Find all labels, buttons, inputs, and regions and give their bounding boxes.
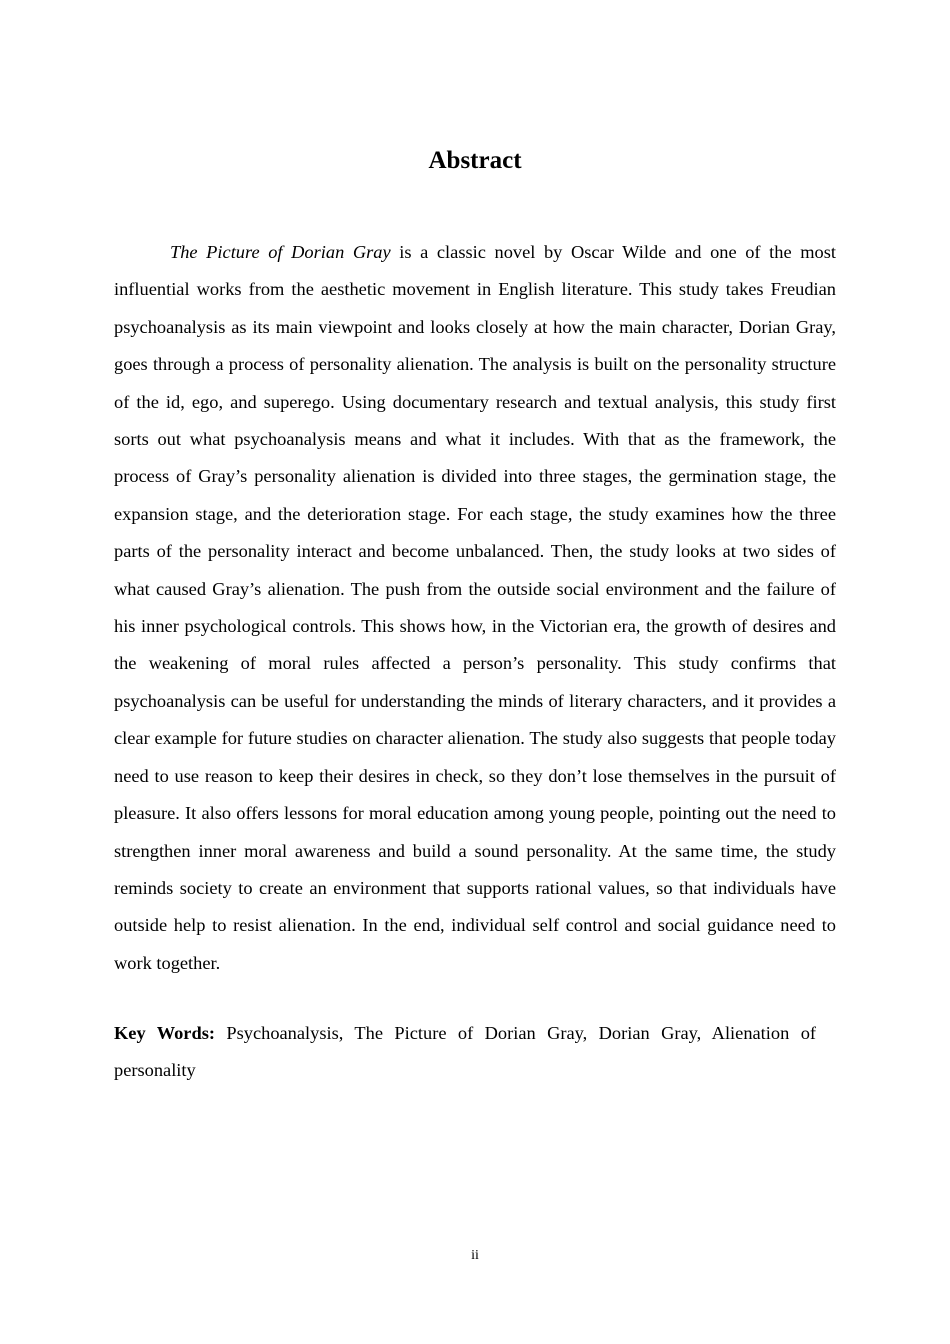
page-number: ii: [471, 1248, 479, 1263]
keywords-label: Key Words:: [114, 1023, 215, 1043]
abstract-text: is a classic novel by Oscar Wilde and one of the most influential works from the aesthetic movement in English literature. This study takes Freudian psychoanalysis as its main viewpoint and looks closely at how the main character, Dorian Gray, goes through a process of personality alienation. The analysis is built on the personality structure of the id, ego, and superego. Using documentary research and textual analysis, this study first sorts out what psychoanalysis means and what it includes. With that as the framework, the process of Gray’s personality alienation is divided into three stages, the germination stage, the expansion stage, and the deterioration stage. For each stage, the study examines how the three parts of the personality interact and become unbalanced. Then, the study looks at two sides of what caused Gray’s alienation. The push from the outside social environment and the failure of his inner psychological controls. This shows how, in the Victorian era, the growth of desires and the weakening of moral rules affected a person’s personality. This study confirms that psychoanalysis can be useful for understanding the minds of literary characters, and it provides a clear example for future studies on character alienation. The study also suggests that people today need to use reason to keep their desires in check, so they don’t lose themselves in the pursuit of pleasure. It also offers lessons for moral education among young people, pointing out the need to strengthen inner moral awareness and build a sound personality. At the same time, the study reminds society to create an environment that supports rational values, so that individuals have outside help to resist alienation. In the end, individual self control and social guidance need to work together.: [114, 242, 836, 973]
keywords-paragraph: [114, 1015, 816, 1090]
keywords-text: Psychoanalysis, The Picture of Dorian Gray, Dorian Gray, Alienation of personality: [114, 1023, 817, 1081]
page-title: Abstract: [428, 147, 522, 174]
book-title: The Picture of Dorian Gray: [170, 242, 391, 262]
abstract-paragraph: [114, 234, 836, 982]
